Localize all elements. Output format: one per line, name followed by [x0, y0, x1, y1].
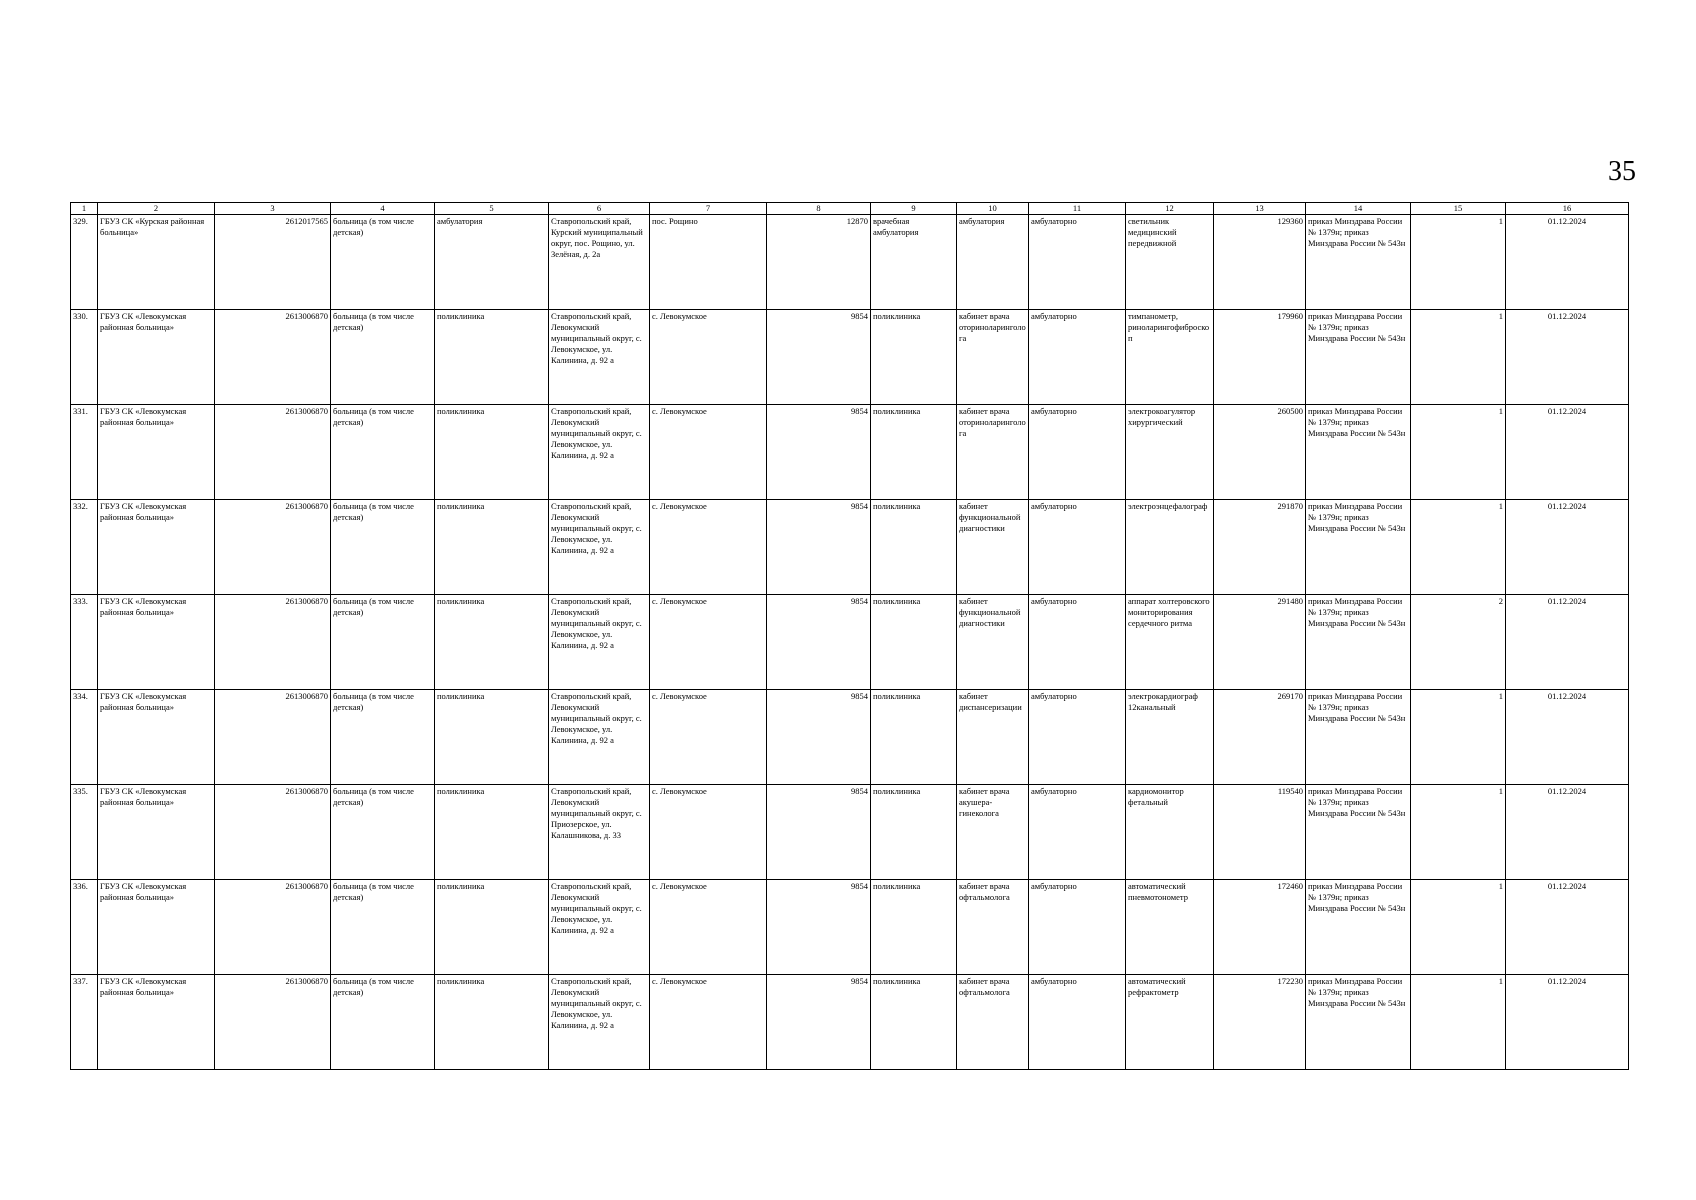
table-row	[71, 785, 1629, 880]
inn-cell: 2613006870	[215, 690, 331, 785]
address-cell: Ставропольский край, Левокумский муниципальный округ, с. Левокумское, ул. Калинина, д. 92 а	[549, 880, 650, 975]
row-number-cell: 330.	[71, 310, 98, 405]
regulation-cell: приказ Минздрава России № 1379н; приказ Минздрава России № 543н	[1306, 500, 1411, 595]
room-cell: кабинет врача офтальмолога	[957, 880, 1029, 975]
equipment-name-cell: электрокоагулятор хирургический	[1126, 405, 1214, 500]
organization-type-cell: больница (в том числе детская)	[331, 785, 435, 880]
row-number-cell: 335.	[71, 785, 98, 880]
column-header-12: 12	[1126, 203, 1214, 215]
row-number-cell: 331.	[71, 405, 98, 500]
population-cell: 9854	[767, 310, 871, 405]
column-header-5: 5	[435, 203, 549, 215]
date-cell: 01.12.2024	[1506, 690, 1629, 785]
date-cell: 01.12.2024	[1506, 595, 1629, 690]
price-cell: 129360	[1214, 215, 1306, 310]
row-number-cell: 336.	[71, 880, 98, 975]
room-cell: кабинет функциональной диагностики	[957, 500, 1029, 595]
organization-name-cell: ГБУЗ СК «Левокумская районная больница»	[98, 500, 215, 595]
organization-type-cell: больница (в том числе детская)	[331, 690, 435, 785]
row-number-cell: 329.	[71, 215, 98, 310]
address-cell: Ставропольский край, Левокумский муниципальный округ, с. Левокумское, ул. Калинина, д. 92 а	[549, 310, 650, 405]
quantity-cell: 1	[1411, 690, 1506, 785]
room-cell: кабинет функциональной диагностики	[957, 595, 1029, 690]
unit-type-cell: поликлиника	[871, 595, 957, 690]
equipment-name-cell: аппарат холтеровского мониторирования сердечного ритма	[1126, 595, 1214, 690]
organization-type-cell: больница (в том числе детская)	[331, 310, 435, 405]
quantity-cell: 1	[1411, 500, 1506, 595]
room-cell: кабинет врача оториноларинголога	[957, 405, 1029, 500]
inn-cell: 2612017565	[215, 215, 331, 310]
locality-cell: с. Левокумское	[650, 405, 767, 500]
department-type-cell: поликлиника	[435, 975, 549, 1070]
date-cell: 01.12.2024	[1506, 500, 1629, 595]
care-form-cell: амбулаторно	[1029, 405, 1126, 500]
locality-cell: с. Левокумское	[650, 500, 767, 595]
price-cell: 291480	[1214, 595, 1306, 690]
price-cell: 119540	[1214, 785, 1306, 880]
column-header-9: 9	[871, 203, 957, 215]
locality-cell: с. Левокумское	[650, 785, 767, 880]
regulation-cell: приказ Минздрава России № 1379н; приказ Минздрава России № 543н	[1306, 785, 1411, 880]
inn-cell: 2613006870	[215, 310, 331, 405]
department-type-cell: поликлиника	[435, 310, 549, 405]
care-form-cell: амбулаторно	[1029, 975, 1126, 1070]
quantity-cell: 1	[1411, 880, 1506, 975]
table-row	[71, 690, 1629, 785]
regulation-cell: приказ Минздрава России № 1379н; приказ Минздрава России № 543н	[1306, 215, 1411, 310]
column-header-16: 16	[1506, 203, 1629, 215]
inn-cell: 2613006870	[215, 880, 331, 975]
address-cell: Ставропольский край, Левокумский муниципальный округ, с. Левокумское, ул. Калинина, д. 92 а	[549, 500, 650, 595]
equipment-name-cell: тимпанометр, риноларингофиброскоп	[1126, 310, 1214, 405]
table-row	[71, 215, 1629, 310]
care-form-cell: амбулаторно	[1029, 595, 1126, 690]
organization-type-cell: больница (в том числе детская)	[331, 595, 435, 690]
price-cell: 172230	[1214, 975, 1306, 1070]
population-cell: 12870	[767, 215, 871, 310]
table-row	[71, 595, 1629, 690]
unit-type-cell: поликлиника	[871, 975, 957, 1070]
regulation-cell: приказ Минздрава России № 1379н; приказ Минздрава России № 543н	[1306, 690, 1411, 785]
column-header-15: 15	[1411, 203, 1506, 215]
organization-name-cell: ГБУЗ СК «Левокумская районная больница»	[98, 785, 215, 880]
organization-type-cell: больница (в том числе детская)	[331, 975, 435, 1070]
population-cell: 9854	[767, 975, 871, 1070]
room-cell: кабинет врача оториноларинголога	[957, 310, 1029, 405]
department-type-cell: поликлиника	[435, 500, 549, 595]
care-form-cell: амбулаторно	[1029, 785, 1126, 880]
regulation-cell: приказ Минздрава России № 1379н; приказ Минздрава России № 543н	[1306, 310, 1411, 405]
price-cell: 172460	[1214, 880, 1306, 975]
quantity-cell: 1	[1411, 215, 1506, 310]
population-cell: 9854	[767, 595, 871, 690]
address-cell: Ставропольский край, Левокумский муниципальный округ, с. Левокумское, ул. Калинина, д. 92 а	[549, 595, 650, 690]
department-type-cell: поликлиника	[435, 595, 549, 690]
organization-name-cell: ГБУЗ СК «Левокумская районная больница»	[98, 405, 215, 500]
price-cell: 291870	[1214, 500, 1306, 595]
column-header-7: 7	[650, 203, 767, 215]
regulation-cell: приказ Минздрава России № 1379н; приказ Минздрава России № 543н	[1306, 595, 1411, 690]
page-number: 35	[1608, 156, 1636, 187]
unit-type-cell: поликлиника	[871, 880, 957, 975]
column-header-6: 6	[549, 203, 650, 215]
inn-cell: 2613006870	[215, 405, 331, 500]
locality-cell: с. Левокумское	[650, 690, 767, 785]
population-cell: 9854	[767, 500, 871, 595]
unit-type-cell: поликлиника	[871, 500, 957, 595]
column-header-11: 11	[1029, 203, 1126, 215]
locality-cell: с. Левокумское	[650, 975, 767, 1070]
quantity-cell: 2	[1411, 595, 1506, 690]
regulation-cell: приказ Минздрава России № 1379н; приказ Минздрава России № 543н	[1306, 975, 1411, 1070]
column-header-4: 4	[331, 203, 435, 215]
row-number-cell: 334.	[71, 690, 98, 785]
organization-name-cell: ГБУЗ СК «Левокумская районная больница»	[98, 975, 215, 1070]
table-row	[71, 880, 1629, 975]
price-cell: 269170	[1214, 690, 1306, 785]
table-row	[71, 310, 1629, 405]
equipment-name-cell: электрокардиограф 12канальный	[1126, 690, 1214, 785]
column-header-8: 8	[767, 203, 871, 215]
quantity-cell: 1	[1411, 975, 1506, 1070]
locality-cell: с. Левокумское	[650, 595, 767, 690]
row-number-cell: 333.	[71, 595, 98, 690]
organization-type-cell: больница (в том числе детская)	[331, 405, 435, 500]
population-cell: 9854	[767, 880, 871, 975]
department-type-cell: поликлиника	[435, 405, 549, 500]
column-header-13: 13	[1214, 203, 1306, 215]
quantity-cell: 1	[1411, 310, 1506, 405]
population-cell: 9854	[767, 690, 871, 785]
regulation-cell: приказ Минздрава России № 1379н; приказ Минздрава России № 543н	[1306, 405, 1411, 500]
equipment-name-cell: автоматический рефрактометр	[1126, 975, 1214, 1070]
table-body	[71, 215, 1629, 1070]
organization-name-cell: ГБУЗ СК «Левокумская районная больница»	[98, 310, 215, 405]
quantity-cell: 1	[1411, 785, 1506, 880]
column-header-2: 2	[98, 203, 215, 215]
table-row	[71, 975, 1629, 1070]
room-cell: амбулатория	[957, 215, 1029, 310]
room-cell: кабинет врача акушера-гинеколога	[957, 785, 1029, 880]
organization-type-cell: больница (в том числе детская)	[331, 880, 435, 975]
equipment-name-cell: автоматический пневмотонометр	[1126, 880, 1214, 975]
date-cell: 01.12.2024	[1506, 975, 1629, 1070]
unit-type-cell: поликлиника	[871, 310, 957, 405]
population-cell: 9854	[767, 405, 871, 500]
row-number-cell: 332.	[71, 500, 98, 595]
locality-cell: пос. Рощино	[650, 215, 767, 310]
department-type-cell: амбулатория	[435, 215, 549, 310]
care-form-cell: амбулаторно	[1029, 500, 1126, 595]
unit-type-cell: поликлиника	[871, 785, 957, 880]
column-header-14: 14	[1306, 203, 1411, 215]
column-header-3: 3	[215, 203, 331, 215]
row-number-cell: 337.	[71, 975, 98, 1070]
address-cell: Ставропольский край, Левокумский муниципальный округ, с. Приозерское, ул. Калашникова, д. 33	[549, 785, 650, 880]
address-cell: Ставропольский край, Левокумский муниципальный округ, с. Левокумское, ул. Калинина, д. 92 а	[549, 975, 650, 1070]
room-cell: кабинет врача офтальмолога	[957, 975, 1029, 1070]
room-cell: кабинет диспансеризации	[957, 690, 1029, 785]
column-number-header-row	[71, 203, 1629, 215]
organization-name-cell: ГБУЗ СК «Левокумская районная больница»	[98, 595, 215, 690]
regulation-cell: приказ Минздрава России № 1379н; приказ Минздрава России № 543н	[1306, 880, 1411, 975]
address-cell: Ставропольский край, Левокумский муниципальный округ, с. Левокумское, ул. Калинина, д. 92 а	[549, 690, 650, 785]
inn-cell: 2613006870	[215, 785, 331, 880]
organization-name-cell: ГБУЗ СК «Левокумская районная больница»	[98, 880, 215, 975]
equipment-name-cell: электроэнцефалограф	[1126, 500, 1214, 595]
date-cell: 01.12.2024	[1506, 405, 1629, 500]
equipment-name-cell: светильник медицинский передвижной	[1126, 215, 1214, 310]
population-cell: 9854	[767, 785, 871, 880]
date-cell: 01.12.2024	[1506, 310, 1629, 405]
inn-cell: 2613006870	[215, 595, 331, 690]
address-cell: Ставропольский край, Левокумский муниципальный округ, с. Левокумское, ул. Калинина, д. 92 а	[549, 405, 650, 500]
equipment-name-cell: кардиомонитор фетальный	[1126, 785, 1214, 880]
inn-cell: 2613006870	[215, 975, 331, 1070]
unit-type-cell: поликлиника	[871, 405, 957, 500]
unit-type-cell: врачебная амбулатория	[871, 215, 957, 310]
column-header-10: 10	[957, 203, 1029, 215]
organization-type-cell: больница (в том числе детская)	[331, 215, 435, 310]
table-row	[71, 500, 1629, 595]
department-type-cell: поликлиника	[435, 785, 549, 880]
equipment-registry-table	[70, 202, 1629, 1070]
date-cell: 01.12.2024	[1506, 880, 1629, 975]
department-type-cell: поликлиника	[435, 690, 549, 785]
care-form-cell: амбулаторно	[1029, 690, 1126, 785]
care-form-cell: амбулаторно	[1029, 880, 1126, 975]
quantity-cell: 1	[1411, 405, 1506, 500]
organization-name-cell: ГБУЗ СК «Левокумская районная больница»	[98, 690, 215, 785]
date-cell: 01.12.2024	[1506, 215, 1629, 310]
table-row	[71, 405, 1629, 500]
date-cell: 01.12.2024	[1506, 785, 1629, 880]
care-form-cell: амбулаторно	[1029, 310, 1126, 405]
organization-name-cell: ГБУЗ СК «Курская районная больница»	[98, 215, 215, 310]
locality-cell: с. Левокумское	[650, 880, 767, 975]
organization-type-cell: больница (в том числе детская)	[331, 500, 435, 595]
price-cell: 179960	[1214, 310, 1306, 405]
inn-cell: 2613006870	[215, 500, 331, 595]
address-cell: Ставропольский край, Курский муниципальный округ, пос. Рощино, ул. Зелёная, д. 2а	[549, 215, 650, 310]
care-form-cell: амбулаторно	[1029, 215, 1126, 310]
department-type-cell: поликлиника	[435, 880, 549, 975]
column-header-1: 1	[71, 203, 98, 215]
locality-cell: с. Левокумское	[650, 310, 767, 405]
price-cell: 260500	[1214, 405, 1306, 500]
unit-type-cell: поликлиника	[871, 690, 957, 785]
